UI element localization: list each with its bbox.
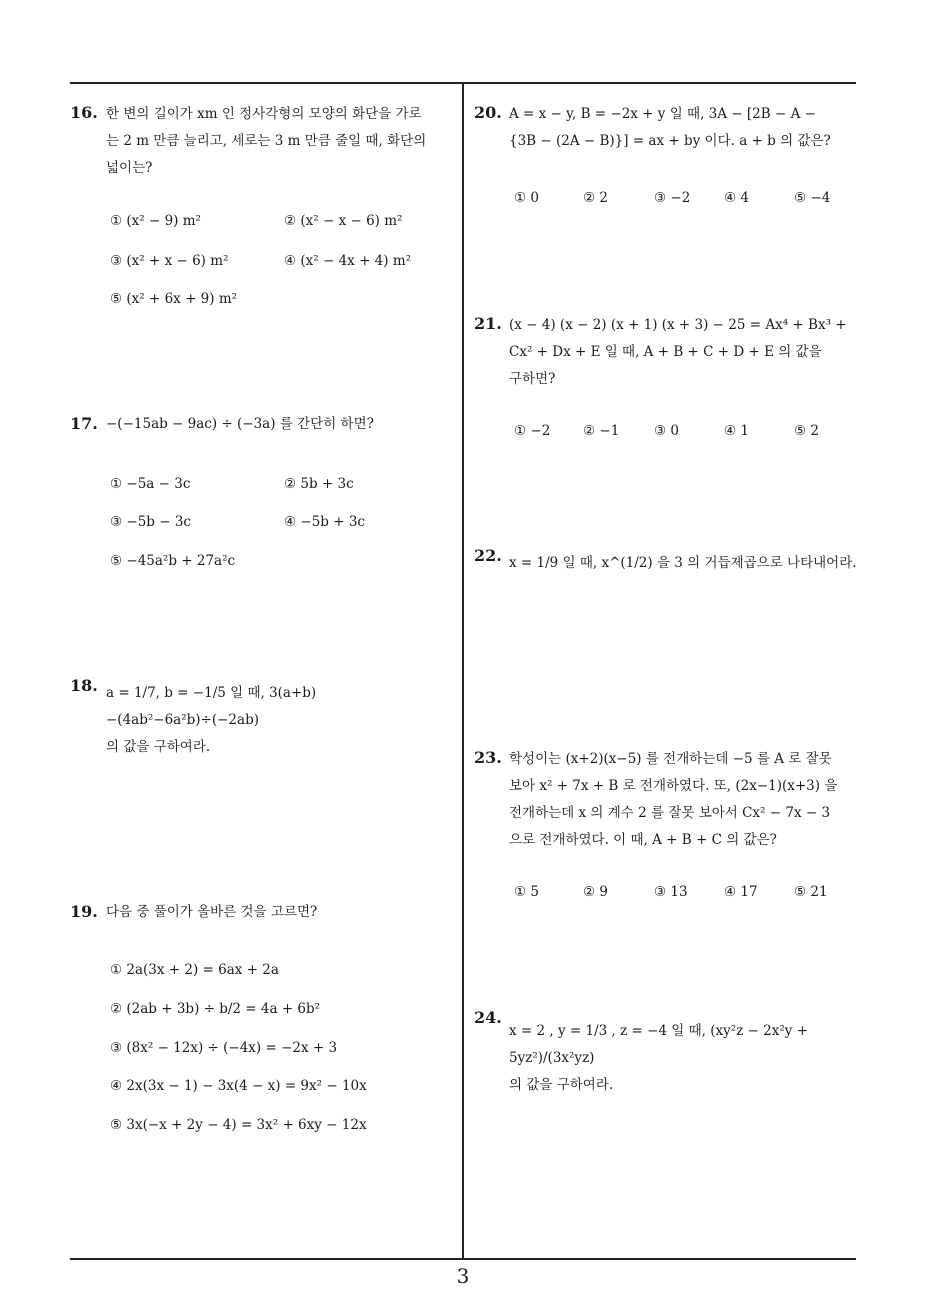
option-5[interactable]: ⑤ −45a²b + 27a²c <box>110 553 236 569</box>
text-line: 는 2 m 만큼 늘리고, 세로는 3 m 만큼 줄일 때, 화단의 <box>106 133 427 149</box>
text-line: (x − 4) (x − 2) (x + 1) (x + 3) − 25 = Ax⁴ + Bx³ + <box>509 317 847 333</box>
question-text <box>509 312 847 393</box>
text-line: 의 값을 구하여라. <box>509 1077 614 1093</box>
question-text <box>509 550 857 577</box>
question-21 <box>474 312 864 452</box>
question-19 <box>70 902 460 1142</box>
option-5[interactable]: ⑤ 3x(−x + 2y − 4) = 3x² + 6xy − 12x <box>110 1117 367 1133</box>
text-line: 의 값을 구하여라. <box>106 739 211 755</box>
text-line: 다음 중 풀이가 올바른 것을 고르면? <box>106 904 318 920</box>
question-text <box>106 411 374 438</box>
option-4[interactable]: ④ 17 <box>724 884 758 900</box>
option-3[interactable]: ③ 0 <box>654 423 679 439</box>
option-1[interactable]: ① 0 <box>514 190 539 206</box>
question-text <box>509 746 837 854</box>
option-2[interactable]: ② (2ab + 3b) ÷ b/2 = 4a + 6b² <box>110 1001 321 1017</box>
option-5[interactable]: ⑤ 21 <box>794 884 828 900</box>
text-line: 넓이는? <box>106 160 153 176</box>
question-text <box>509 1018 864 1099</box>
text-line: a = 1/7, b = −1/5 일 때, 3(a+b)−(4ab²−6a²b)÷(−2ab) <box>106 685 317 728</box>
option-5[interactable]: ⑤ (x² + 6x + 9) m² <box>110 291 238 307</box>
text-line: {3B − (2A − B)}] = ax + by 이다. a + b 의 값은? <box>509 133 831 149</box>
text-line: Cx² + Dx + E 일 때, A + B + C + D + E 의 값을 <box>509 344 822 360</box>
option-1[interactable]: ① 2a(3x + 2) = 6ax + 2a <box>110 962 279 978</box>
question-text <box>509 101 831 155</box>
text-line: −(−15ab − 9ac) ÷ (−3a) 를 간단히 하면? <box>106 416 374 432</box>
column-divider <box>462 82 464 1259</box>
option-4[interactable]: ④ 1 <box>724 423 749 439</box>
text-line: 전개하는데 x 의 계수 2 를 잘못 보아서 Cx² − 7x − 3 <box>509 805 831 821</box>
text-line: 으로 전개하였다. 이 때, A + B + C 의 값은? <box>509 832 777 848</box>
question-17 <box>70 414 460 584</box>
option-1[interactable]: ① 5 <box>514 884 539 900</box>
option-4[interactable]: ④ −5b + 3c <box>284 514 365 530</box>
question-number: 16. <box>70 103 98 122</box>
question-20 <box>474 101 864 211</box>
text-line: A = x − y, B = −2x + y 일 때, 3A − [2B − A − <box>509 106 816 122</box>
option-1[interactable]: ① (x² − 9) m² <box>110 213 201 229</box>
question-text <box>106 101 426 182</box>
question-number: 20. <box>474 103 502 122</box>
question-number: 21. <box>474 314 502 333</box>
question-number: 22. <box>474 546 502 565</box>
question-number: 18. <box>70 676 98 695</box>
option-2[interactable]: ② 2 <box>583 190 608 206</box>
question-24 <box>474 1008 864 1093</box>
option-3[interactable]: ③ 13 <box>654 884 688 900</box>
bottom-rule <box>70 1258 856 1260</box>
question-16 <box>70 101 460 321</box>
question-22 <box>474 546 864 586</box>
option-3[interactable]: ③ (8x² − 12x) ÷ (−4x) = −2x + 3 <box>110 1040 338 1056</box>
option-1[interactable]: ① −2 <box>514 423 551 439</box>
option-1[interactable]: ① −5a − 3c <box>110 476 191 492</box>
option-3[interactable]: ③ −2 <box>654 190 691 206</box>
option-5[interactable]: ⑤ −4 <box>794 190 831 206</box>
text-line: 한 변의 길이가 xm 인 정사각형의 모양의 화단을 가로 <box>106 106 422 122</box>
question-number: 23. <box>474 748 502 767</box>
option-3[interactable]: ③ (x² + x − 6) m² <box>110 253 229 269</box>
option-4[interactable]: ④ 2x(3x − 1) − 3x(4 − x) = 9x² − 10x <box>110 1078 367 1094</box>
option-5[interactable]: ⑤ 2 <box>794 423 819 439</box>
option-2[interactable]: ② −1 <box>583 423 620 439</box>
option-3[interactable]: ③ −5b − 3c <box>110 514 191 530</box>
text-line: 보아 x² + 7x + B 로 전개하였다. 또, (2x−1)(x+3) 을 <box>509 778 838 794</box>
page-number: 3 <box>456 1264 470 1288</box>
text-line: 구하면? <box>509 371 556 387</box>
question-number: 19. <box>70 902 98 921</box>
text-line: 학성이는 (x+2)(x−5) 를 전개하는데 −5 를 A 로 잘못 <box>509 751 832 767</box>
text-line: x = 1/9 일 때, x^(1/2) 을 3 의 거듭제곱으로 나타내어라. <box>509 555 857 571</box>
option-2[interactable]: ② 9 <box>583 884 608 900</box>
question-number: 24. <box>474 1008 502 1027</box>
question-23 <box>474 746 864 916</box>
question-text <box>106 680 460 761</box>
option-4[interactable]: ④ (x² − 4x + 4) m² <box>284 253 412 269</box>
question-18 <box>70 676 460 755</box>
text-line: x = 2 , y = 1/3 , z = −4 일 때, (xy²z − 2x²y + 5yz²)/(3x²yz) <box>509 1023 809 1066</box>
question-text <box>106 899 317 926</box>
option-4[interactable]: ④ 4 <box>724 190 749 206</box>
option-2[interactable]: ② (x² − x − 6) m² <box>284 213 403 229</box>
option-2[interactable]: ② 5b + 3c <box>284 476 354 492</box>
question-number: 17. <box>70 414 98 433</box>
